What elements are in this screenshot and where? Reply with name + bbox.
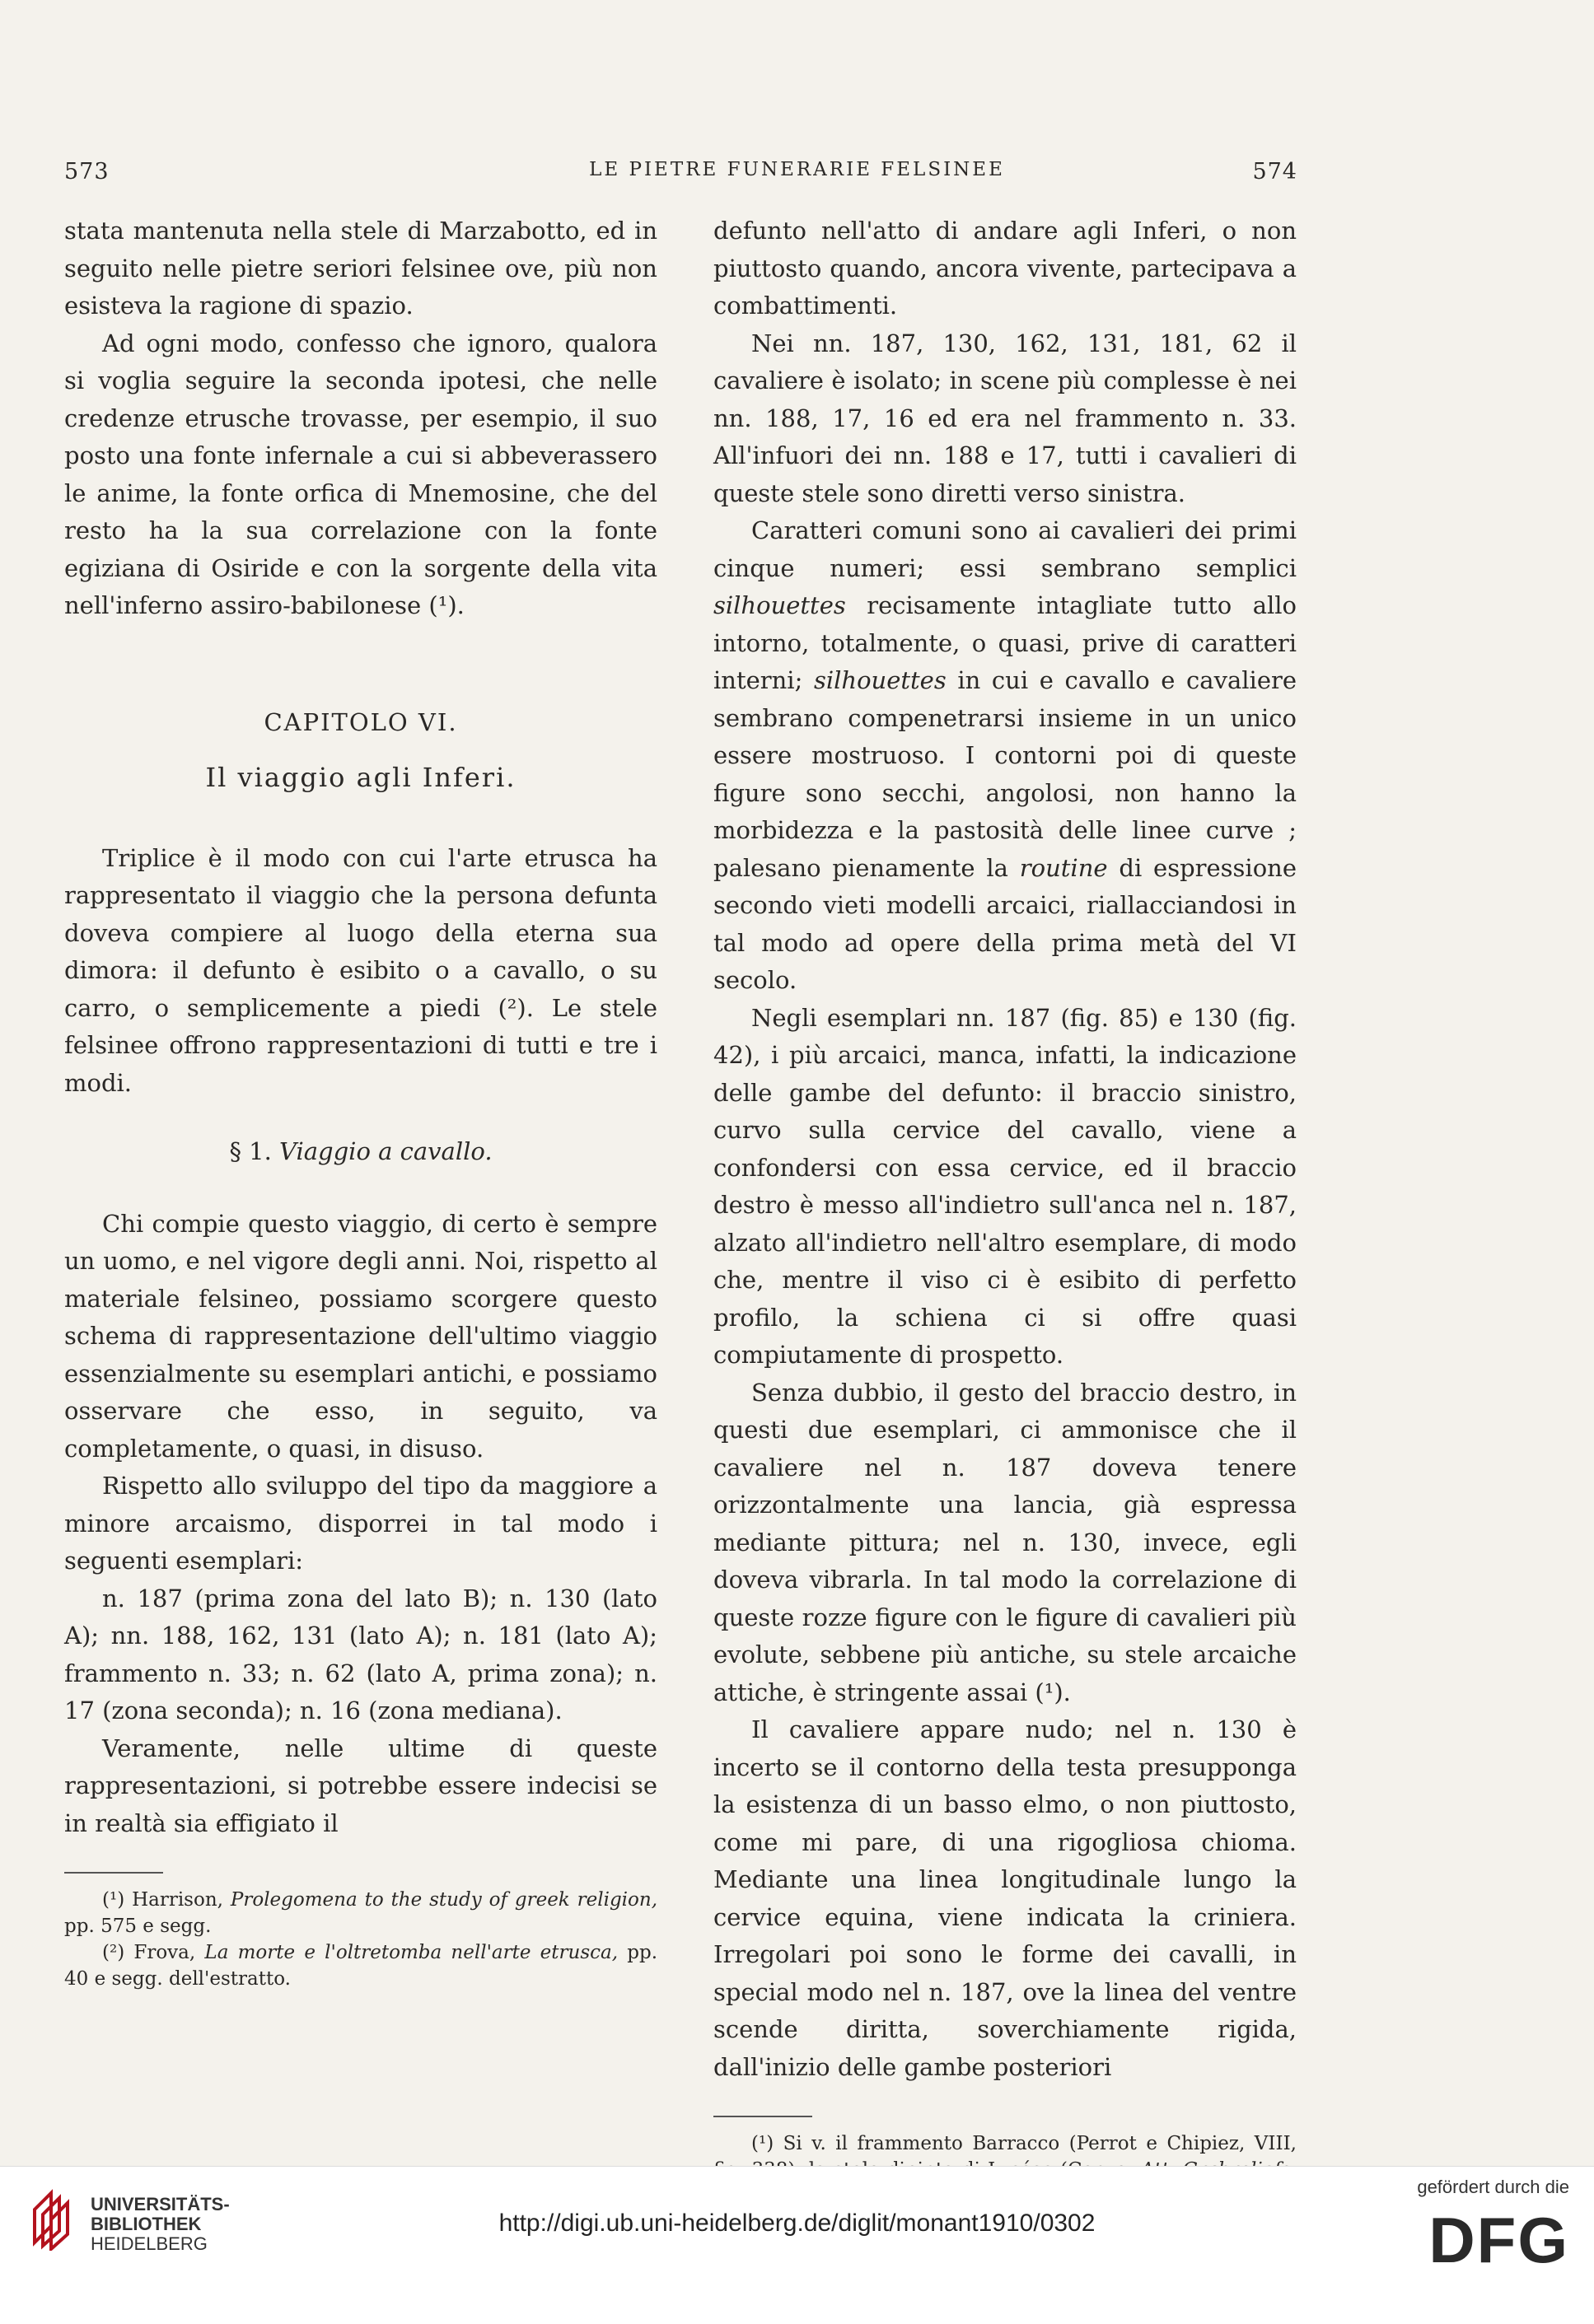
right-column: [713, 212, 1297, 2210]
footnote-text: pp. 575 e segg.: [64, 1916, 212, 1937]
footnote-mark: (¹) Harrison,: [102, 1889, 223, 1911]
paragraph: Triplice è il modo con cui l'arte etrusca ha rappresentato il viaggio che la persona defunta doveva compiere al luogo della eterna sua dimora: il defunto è esibito o a cavallo, o su carro, o semplicemente a piedi (²). Le stele felsinee offrono rappresentazioni di tutti e tre i modi.: [64, 843, 657, 1097]
footnote-divider: [713, 2116, 812, 2117]
chapter-number: CAPITOLO VI.: [264, 707, 458, 736]
footer-bar: [0, 2166, 1594, 2324]
permalink-url[interactable]: http://digi.ub.uni-heidelberg.de/diglit/monant1910/0302: [498, 2210, 1096, 2237]
text-run: Caratteri comuni sono ai cavalieri dei primi cinque numeri; essi sembrano semplici: [713, 516, 1297, 582]
italic-term: routine: [1019, 853, 1108, 882]
running-header: [0, 159, 1594, 192]
footnote-divider: [64, 1872, 163, 1874]
paragraph: Chi compie questo viaggio, di certo è sempre un uomo, e nel vigore degli anni. Noi, rispetto al materiale felsineo, possiamo scorgere questo schema di rappresentazione dell'ultimo viaggio essenzialmente su esemplari antichi, e possiamo osservare che esso, in seguito, va completamente, o quasi, in disuso.: [64, 1209, 657, 1463]
footnote-mark: (²) Frova,: [102, 1942, 196, 1963]
paragraph: n. 187 (prima zona del lato B); n. 130 (lato A); nn. 188, 162, 131 (lato A); n. 181 (lato A); frammento n. 33; n. 62 (lato A, prima zona); n. 17 (zona seconda); n. 16 (zona mediana).: [64, 1584, 657, 1724]
paragraph: Rispetto allo sviluppo del tipo da maggiore a minore arcaismo, disporrei in tal modo i seguenti esemplari:: [64, 1472, 657, 1575]
footnote-title: La morte e l'oltretomba nell'arte etrusca,: [204, 1942, 619, 1963]
paragraph: [713, 512, 1297, 1000]
footnote: [64, 1887, 657, 1939]
paragraph: Veramente, nelle ultime di queste rappresentazioni, si potrebbe essere indecisi se in realtà sia effigiato il: [64, 1734, 657, 1837]
library-name-line: BIBLIOTHEK: [91, 2214, 202, 2234]
left-column: [64, 212, 657, 1992]
page-number-right: 574: [1252, 159, 1297, 184]
section-title: Viaggio a cavallo.: [279, 1137, 493, 1165]
paragraph: stata mantenuta nella stele di Marzabotto, ed in seguito nelle pietre seriori felsinee ove, più non esisteva la ragione di spazio.: [64, 217, 657, 320]
page-number-left: 573: [64, 159, 110, 184]
paragraph: Senza dubbio, il gesto del braccio destro, in questi due esemplari, ci ammonisce che il cavaliere nel n. 187 doveva tenere orizzontalmente una lancia, già espressa mediante pittura; nel n. 130, invece, egli doveva vibrarla. In tal modo la correlazione di queste rozze figure con le figure di cavalieri più evolute, sebbene più antiche, su stele arcaiche attiche, è stringente assai (¹).: [713, 1378, 1297, 1706]
paragraph: Negli esemplari nn. 187 (fig. 85) e 130 (fig. 42), i più arcaici, manca, infatti, la indicazione delle gambe del defunto: il braccio sinistro, curvo sulla cervice del cavallo, viene a confondersi con essa cervice, ed il braccio destro è messo all'indietro sull'anca nel n. 187, alzato all'indietro nell'altro esemplare, di modo che, mentre il viso ci è esibito di perfetto profilo, la schiena ci si offre quasi compiutamente di prospetto.: [713, 1003, 1297, 1369]
paragraph: defunto nell'atto di andare agli Inferi, o non piuttosto quando, ancora vivente, partecipava a combattimenti.: [713, 217, 1297, 320]
footnote-text: pp. 40 e segg. dell'estratto.: [64, 1942, 658, 1990]
section-number: § 1.: [229, 1137, 272, 1165]
paragraph: Nei nn. 187, 130, 162, 131, 181, 62 il cavaliere è isolato; in scene più complesse è nei nn. 188, 17, 16 ed era nel frammento n. 33. All'infuori dei nn. 188 e 17, tutti i cavalieri di queste stele sono diretti verso sinistra.: [713, 329, 1297, 507]
footnote-title: Prolegomena to the study of greek religion,: [230, 1889, 658, 1911]
italic-term: silhouettes: [813, 666, 947, 694]
running-title: LE PIETRE FUNERARIE FELSINEE: [589, 159, 1005, 180]
dfg-logo: DFG: [1428, 2204, 1569, 2276]
paragraph: Il cavaliere appare nudo; nel n. 130 è incerto se il contorno della testa presupponga la esistenza di un basso elmo, o non piuttosto, come mi pare, di una rigogliosa chioma. Mediante una linea longitudinale lungo la cervice equina, viene indicata la criniera. Irregolari poi sono le forme dei cavalli, in special modo nel n. 187, ove la linea del ventre scende diritta, soverchiamente rigida, dall'inizio delle gambe posteriori: [713, 1715, 1297, 2081]
paragraph: Ad ogni modo, confesso che ignoro, qualora si voglia seguire la seconda ipotesi, che nelle credenze etrusche trovasse, per esempio, il suo posto una fonte infernale a cui si abbeverassero le anime, la fonte orfica di Mnemosine, che del resto ha la sua correlazione con la fonte egiziana di Osiride e con la sorgente della vita nell'inferno assiro-babilonese (¹).: [64, 329, 657, 619]
italic-term: silhouettes: [713, 591, 846, 619]
library-name-line: HEIDELBERG: [91, 2233, 208, 2254]
text-run: di espressione secondo vieti modelli arcaici, riallacciandosi in tal modo ad opere della prima metà del VI secolo.: [713, 853, 1297, 994]
text-run: in cui e cavallo e cavaliere sembrano compenetrarsi insieme in un unico essere mostruoso. I contorni poi di queste figure sono secchi, angolosi, non hanno la morbidezza e la pastosità delle linee curve ; palesano pienamente la: [713, 666, 1297, 882]
footnote: [64, 1939, 657, 1992]
funding-text: gefördert durch die: [1417, 2177, 1569, 2197]
section-heading: [64, 1133, 657, 1171]
text-run: recisamente intagliate tutto allo intorno, totalmente, o quasi, prive di caratteri interni;: [713, 591, 1297, 694]
chapter-title: Il viaggio agli Inferi.: [205, 762, 517, 793]
footnote-text: (¹) Si v. il frammento Barracco (Perrot e Chipiez, VIII,: [751, 2133, 1297, 2154]
library-name-line: UNIVERSITÄTS-: [91, 2194, 230, 2214]
